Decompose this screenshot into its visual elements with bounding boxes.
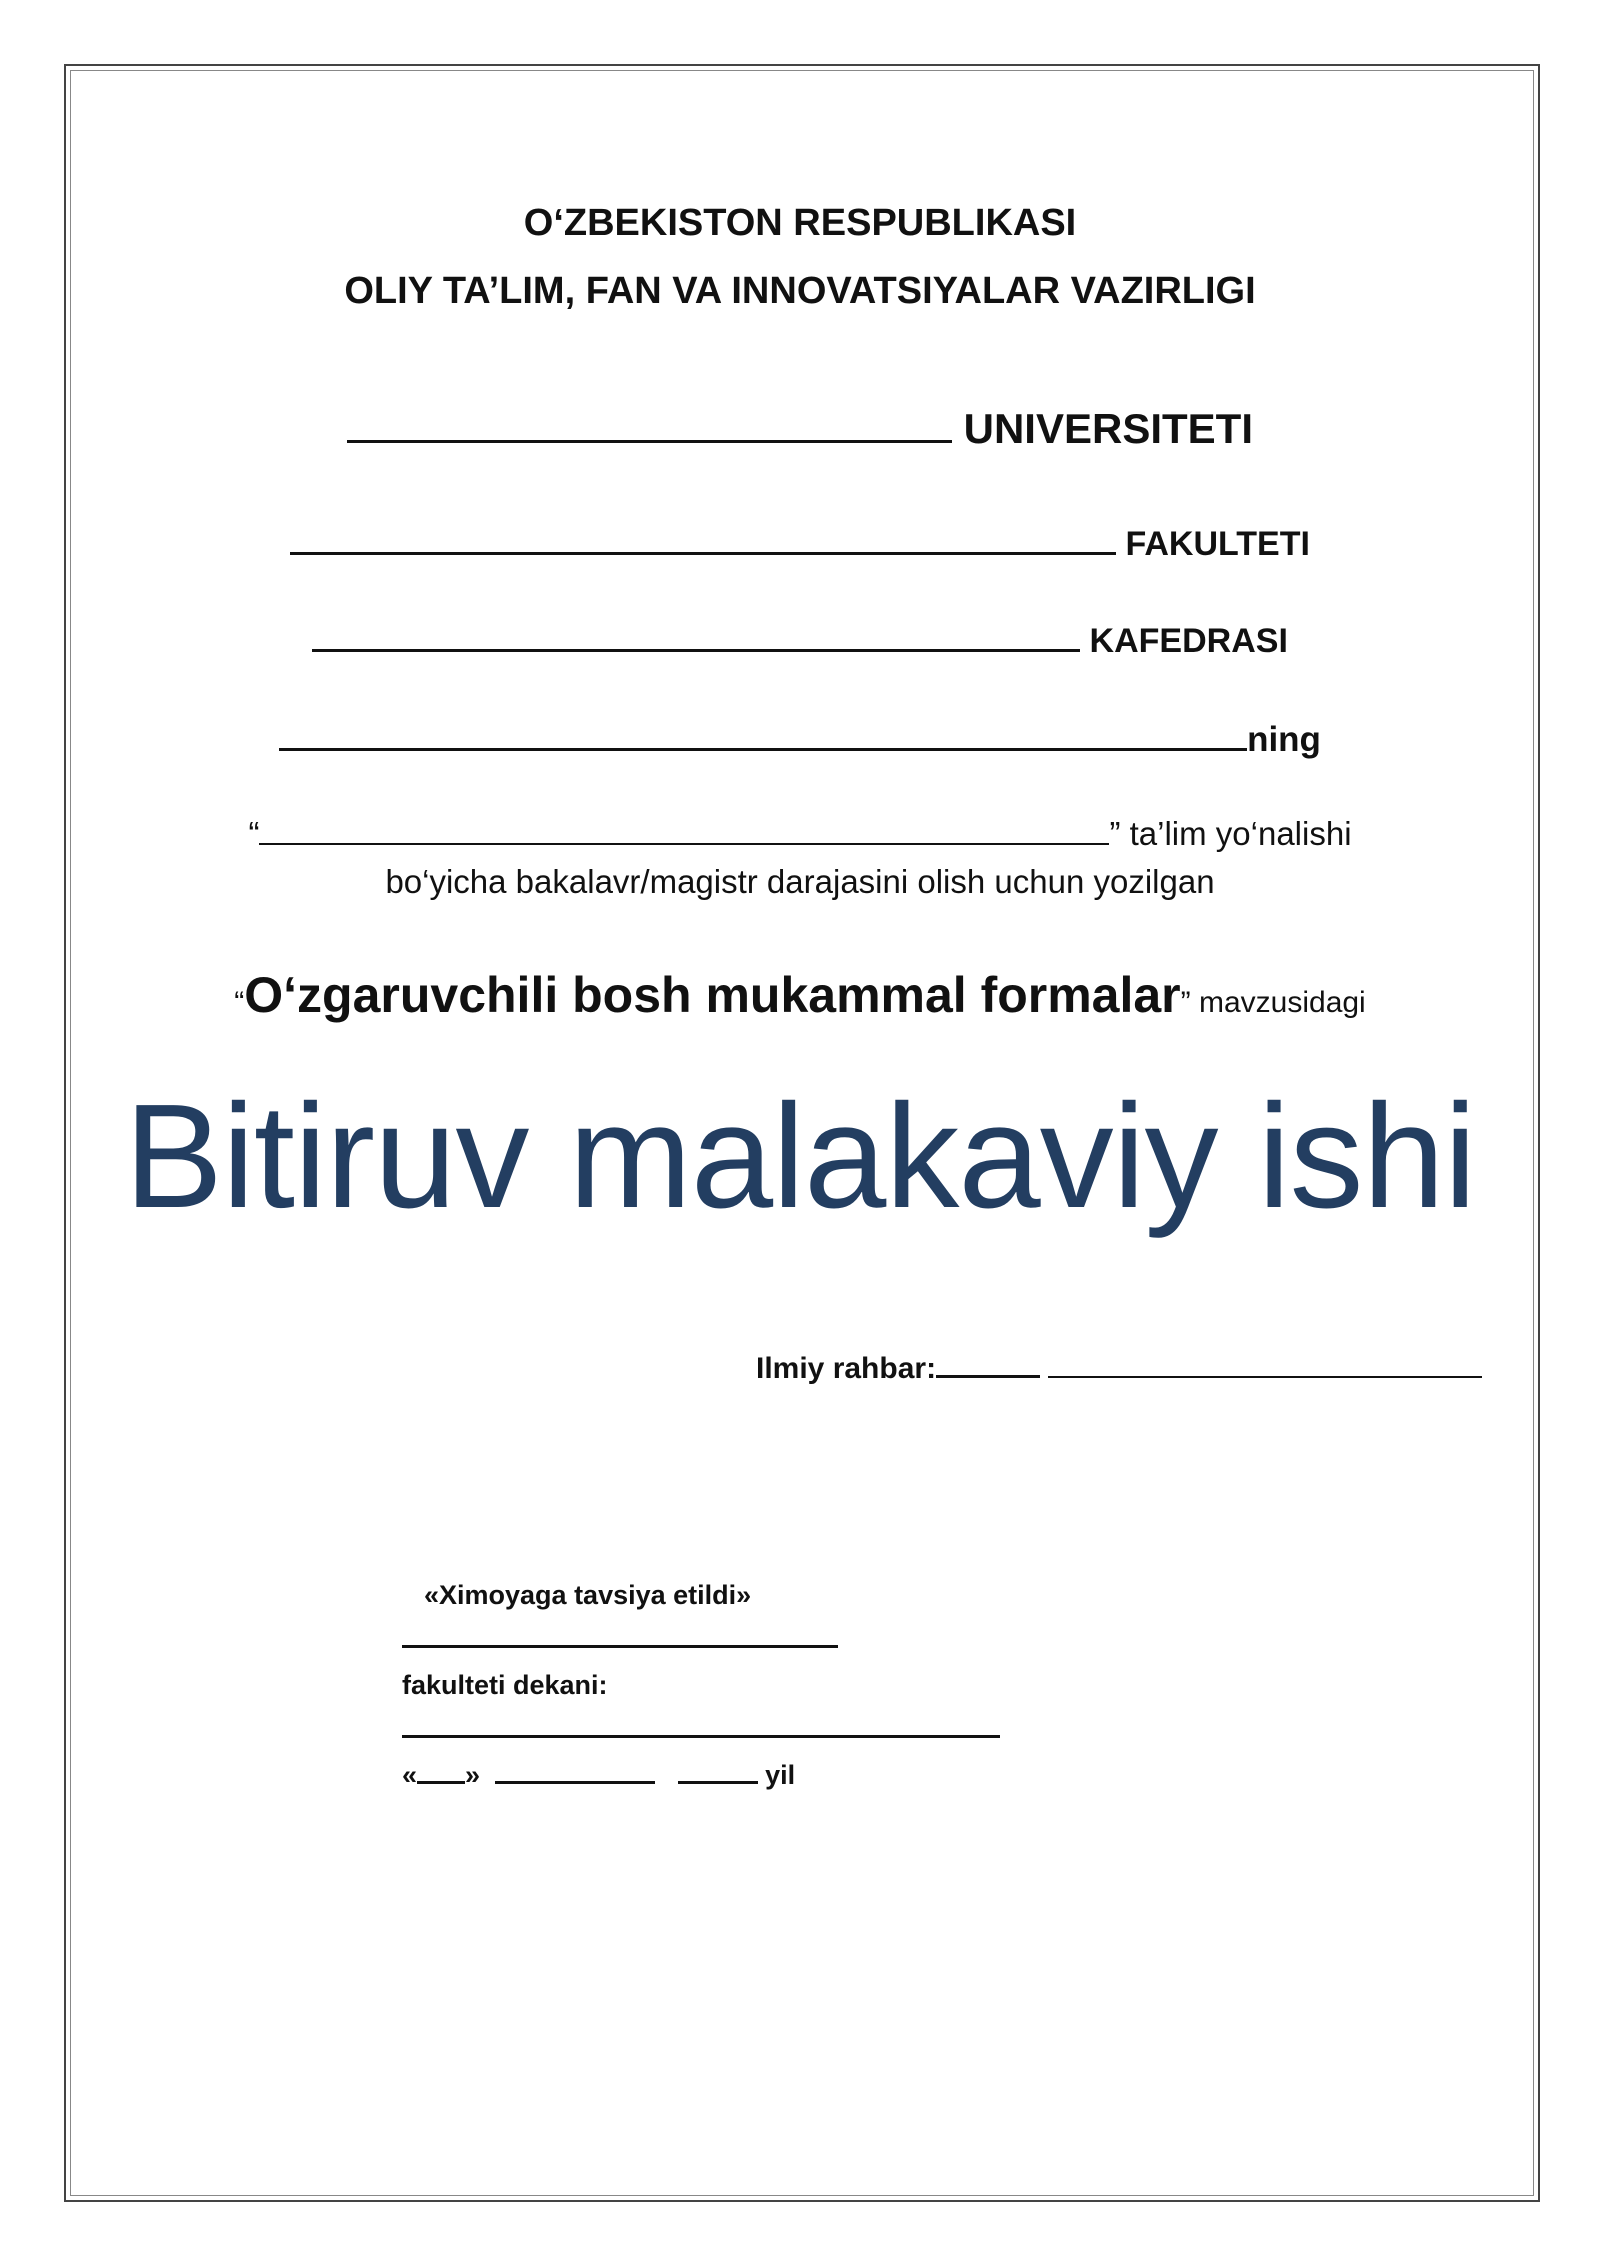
- date-line: [402, 1760, 795, 1791]
- date-open: «: [402, 1760, 418, 1790]
- month-blank: [495, 1780, 655, 1784]
- direction-blank: [259, 842, 1109, 845]
- faculty-name-blank-line: [402, 1635, 838, 1653]
- student-line: [0, 720, 1600, 760]
- faculty-name-blank: [402, 1644, 838, 1648]
- faculty-blank: [290, 551, 1116, 555]
- supervisor-line: [756, 1352, 1482, 1386]
- topic-open-quote: “: [234, 986, 245, 1019]
- ministry-heading: OLIY TA’LIM, FAN VA INNOVATSIYALAR VAZIRLIGI: [344, 270, 1256, 312]
- department-label: KAFEDRASI: [1089, 622, 1288, 660]
- dean-name-blank: [402, 1734, 1000, 1738]
- direction-line: [0, 815, 1600, 853]
- topic-suffix: ” mavzusidagi: [1180, 986, 1366, 1019]
- university-label: UNIVERSITETI: [963, 405, 1254, 452]
- student-blank: [279, 747, 1247, 751]
- university-blank: [347, 439, 952, 443]
- degree-line: bo‘yicha bakalavr/magistr darajasini olish uchun yozilgan: [385, 863, 1215, 900]
- supervisor-blank-long: [1048, 1375, 1482, 1378]
- supervisor-label: Ilmiy rahbar:: [756, 1352, 937, 1385]
- department-line: [0, 622, 1600, 661]
- university-line: [0, 405, 1600, 453]
- faculty-label: FAKULTETI: [1125, 525, 1310, 563]
- student-label: ning: [1247, 720, 1321, 759]
- faculty-line: [0, 525, 1600, 564]
- dean-label: fakulteti dekani:: [402, 1670, 608, 1700]
- direction-open-quote: “: [248, 815, 260, 852]
- year-label: yil: [765, 1760, 796, 1790]
- dean-name-blank-line: [402, 1725, 1000, 1743]
- recommendation-line: «Ximoyaga tavsiya etildi»: [424, 1580, 752, 1610]
- year-blank: [678, 1780, 758, 1784]
- republic-heading: O‘ZBEKISTON RESPUBLIKASI: [523, 202, 1077, 244]
- day-blank: [417, 1780, 465, 1784]
- date-close: »: [465, 1760, 481, 1790]
- department-blank: [312, 648, 1080, 652]
- supervisor-blank-short: [936, 1374, 1040, 1378]
- topic-name: O‘zgaruvchili bosh mukammal formalar: [244, 967, 1181, 1023]
- topic-line: [0, 966, 1600, 1024]
- document-title: Bitiruv malakaviy ishi: [124, 1074, 1476, 1239]
- direction-label: ” ta’lim yo‘nalishi: [1109, 815, 1352, 852]
